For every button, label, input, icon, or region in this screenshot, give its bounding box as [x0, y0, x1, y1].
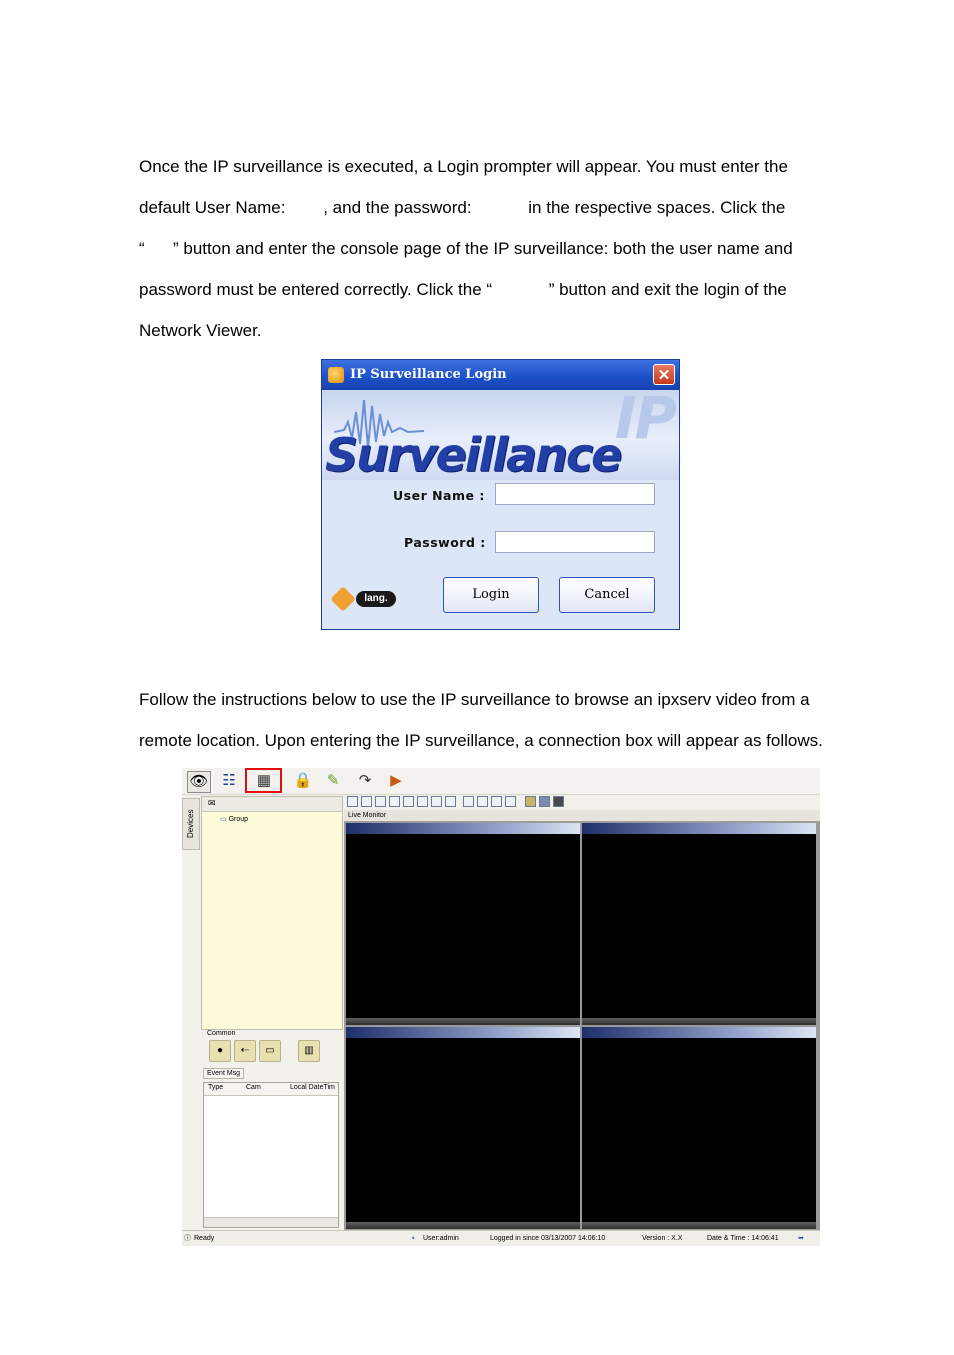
- instructions-paragraph: [139, 679, 823, 761]
- camera-footer: [346, 1018, 580, 1025]
- event-list: [203, 1082, 339, 1228]
- devices-tab[interactable]: Devices: [182, 798, 200, 850]
- app-window: [182, 768, 820, 1246]
- username-input[interactable]: [495, 483, 655, 505]
- paragraph-line: remote location. Upon entering the IP surveillance, a connection box will appear as follows.: [139, 731, 823, 750]
- record-icon[interactable]: ●: [209, 1040, 231, 1062]
- tree-item-group[interactable]: [220, 815, 248, 823]
- record-all-icon[interactable]: [539, 796, 550, 807]
- lang-button[interactable]: [334, 589, 396, 609]
- common-label: Common: [207, 1030, 236, 1037]
- status-version: Version : X.X: [642, 1235, 683, 1242]
- camera-view[interactable]: [346, 823, 580, 1025]
- connection-icon[interactable]: ▦: [256, 772, 272, 789]
- layout-8-icon[interactable]: [389, 796, 400, 807]
- username-label: User Name :: [393, 488, 485, 503]
- lock-icon[interactable]: 🔒: [293, 772, 313, 789]
- layout-toolbar: [344, 795, 820, 809]
- status-bar: [182, 1230, 820, 1246]
- snapshot-icon[interactable]: [525, 796, 536, 807]
- layout-1-icon[interactable]: [347, 796, 358, 807]
- status-user: User:admin: [423, 1235, 459, 1242]
- camera-titlebar: [582, 1027, 816, 1038]
- info-icon: ⓘ: [184, 1235, 191, 1242]
- camera-footer: [346, 1222, 580, 1229]
- status-datetime: Date & Time : 14:06:41: [707, 1235, 779, 1242]
- common-panel: [201, 1030, 341, 1068]
- login-dialog: [321, 359, 680, 630]
- layout-13-icon[interactable]: [431, 796, 442, 807]
- folder-icon[interactable]: ▭: [259, 1040, 281, 1062]
- dialog-banner: [322, 390, 679, 480]
- camera-view[interactable]: [346, 1027, 580, 1229]
- close-icon[interactable]: ✕: [653, 364, 675, 385]
- live-monitor-label: Live Monitor: [344, 810, 820, 822]
- trash-icon[interactable]: ▥: [298, 1040, 320, 1062]
- paragraph-line: Once the IP surveillance is executed, a Login prompter will appear. You must enter the: [139, 157, 788, 176]
- arrow-right-icon[interactable]: ➡: [798, 1235, 804, 1242]
- camera-footer: [582, 1222, 816, 1229]
- toolbar: [182, 768, 820, 795]
- envelope-icon[interactable]: ✉: [208, 798, 216, 808]
- paragraph-line: Follow the instructions below to use the IP surveillance to browse an ipxserv video from a: [139, 690, 810, 709]
- folder-icon: ▭: [220, 816, 227, 823]
- column-header[interactable]: Local DateTim: [290, 1084, 335, 1091]
- intro-paragraph: [139, 146, 793, 351]
- dialog-title: IP Surveillance Login: [350, 367, 507, 382]
- exit-icon[interactable]: ▶: [390, 772, 402, 789]
- camera-titlebar: [346, 823, 580, 834]
- layout-page-9-icon[interactable]: [491, 796, 502, 807]
- horizontal-scrollbar[interactable]: [204, 1217, 338, 1227]
- paragraph-line: “ ” button and enter the console page of the IP surveillance: both the user name and: [139, 239, 793, 258]
- tab-event-msg[interactable]: Event Msg: [203, 1068, 244, 1079]
- layout-16-icon[interactable]: [445, 796, 456, 807]
- live-monitor: [344, 810, 820, 1230]
- cancel-button[interactable]: Cancel: [559, 577, 655, 613]
- camera-view[interactable]: [582, 823, 816, 1025]
- camera-view[interactable]: [582, 1027, 816, 1229]
- camera-icon[interactable]: ☷: [222, 772, 236, 789]
- status-logged-in: Logged in since 03/13/2007 14:06:10: [490, 1235, 606, 1242]
- user-icon: ▪: [412, 1235, 415, 1242]
- event-header: [204, 1083, 338, 1096]
- highlight-box: [245, 768, 282, 793]
- eye-icon[interactable]: 👁: [187, 771, 211, 793]
- layout-4-icon[interactable]: [361, 796, 372, 807]
- paragraph-line: password must be entered correctly. Click the “ ” button and exit the login of the: [139, 280, 787, 299]
- banner-logo: Surveillance: [325, 428, 621, 480]
- password-label: Password :: [404, 535, 486, 550]
- tree-item-label: Group: [228, 816, 249, 823]
- column-header[interactable]: Cam: [246, 1084, 261, 1091]
- layout-page-1-icon[interactable]: [463, 796, 474, 807]
- camera-footer: [582, 1018, 816, 1025]
- paragraph-line: Network Viewer.: [139, 321, 262, 340]
- fullscreen-icon[interactable]: [553, 796, 564, 807]
- layout-9-icon[interactable]: [403, 796, 414, 807]
- panel-header: [202, 797, 342, 812]
- password-input[interactable]: [495, 531, 655, 553]
- app-icon: [328, 367, 344, 383]
- tools-icon[interactable]: ✎: [326, 772, 340, 789]
- share-icon[interactable]: ⇠: [234, 1040, 256, 1062]
- layout-page-16-icon[interactable]: [505, 796, 516, 807]
- login-button[interactable]: Login: [443, 577, 539, 613]
- arrow-icon: [330, 586, 355, 611]
- status-ready: Ready: [194, 1235, 215, 1242]
- layout-6-icon[interactable]: [375, 796, 386, 807]
- logout-icon[interactable]: ↷: [358, 772, 372, 789]
- paragraph-line: default User Name: , and the password: in the respective spaces. Click the: [139, 198, 786, 217]
- banner-ip: IP: [614, 390, 675, 452]
- layout-10-icon[interactable]: [417, 796, 428, 807]
- dialog-titlebar: [322, 360, 679, 390]
- column-header[interactable]: Type: [208, 1084, 224, 1091]
- camera-titlebar: [582, 823, 816, 834]
- layout-page-4-icon[interactable]: [477, 796, 488, 807]
- device-tree-panel: [201, 796, 343, 1030]
- lang-label: lang.: [356, 591, 396, 607]
- camera-titlebar: [346, 1027, 580, 1038]
